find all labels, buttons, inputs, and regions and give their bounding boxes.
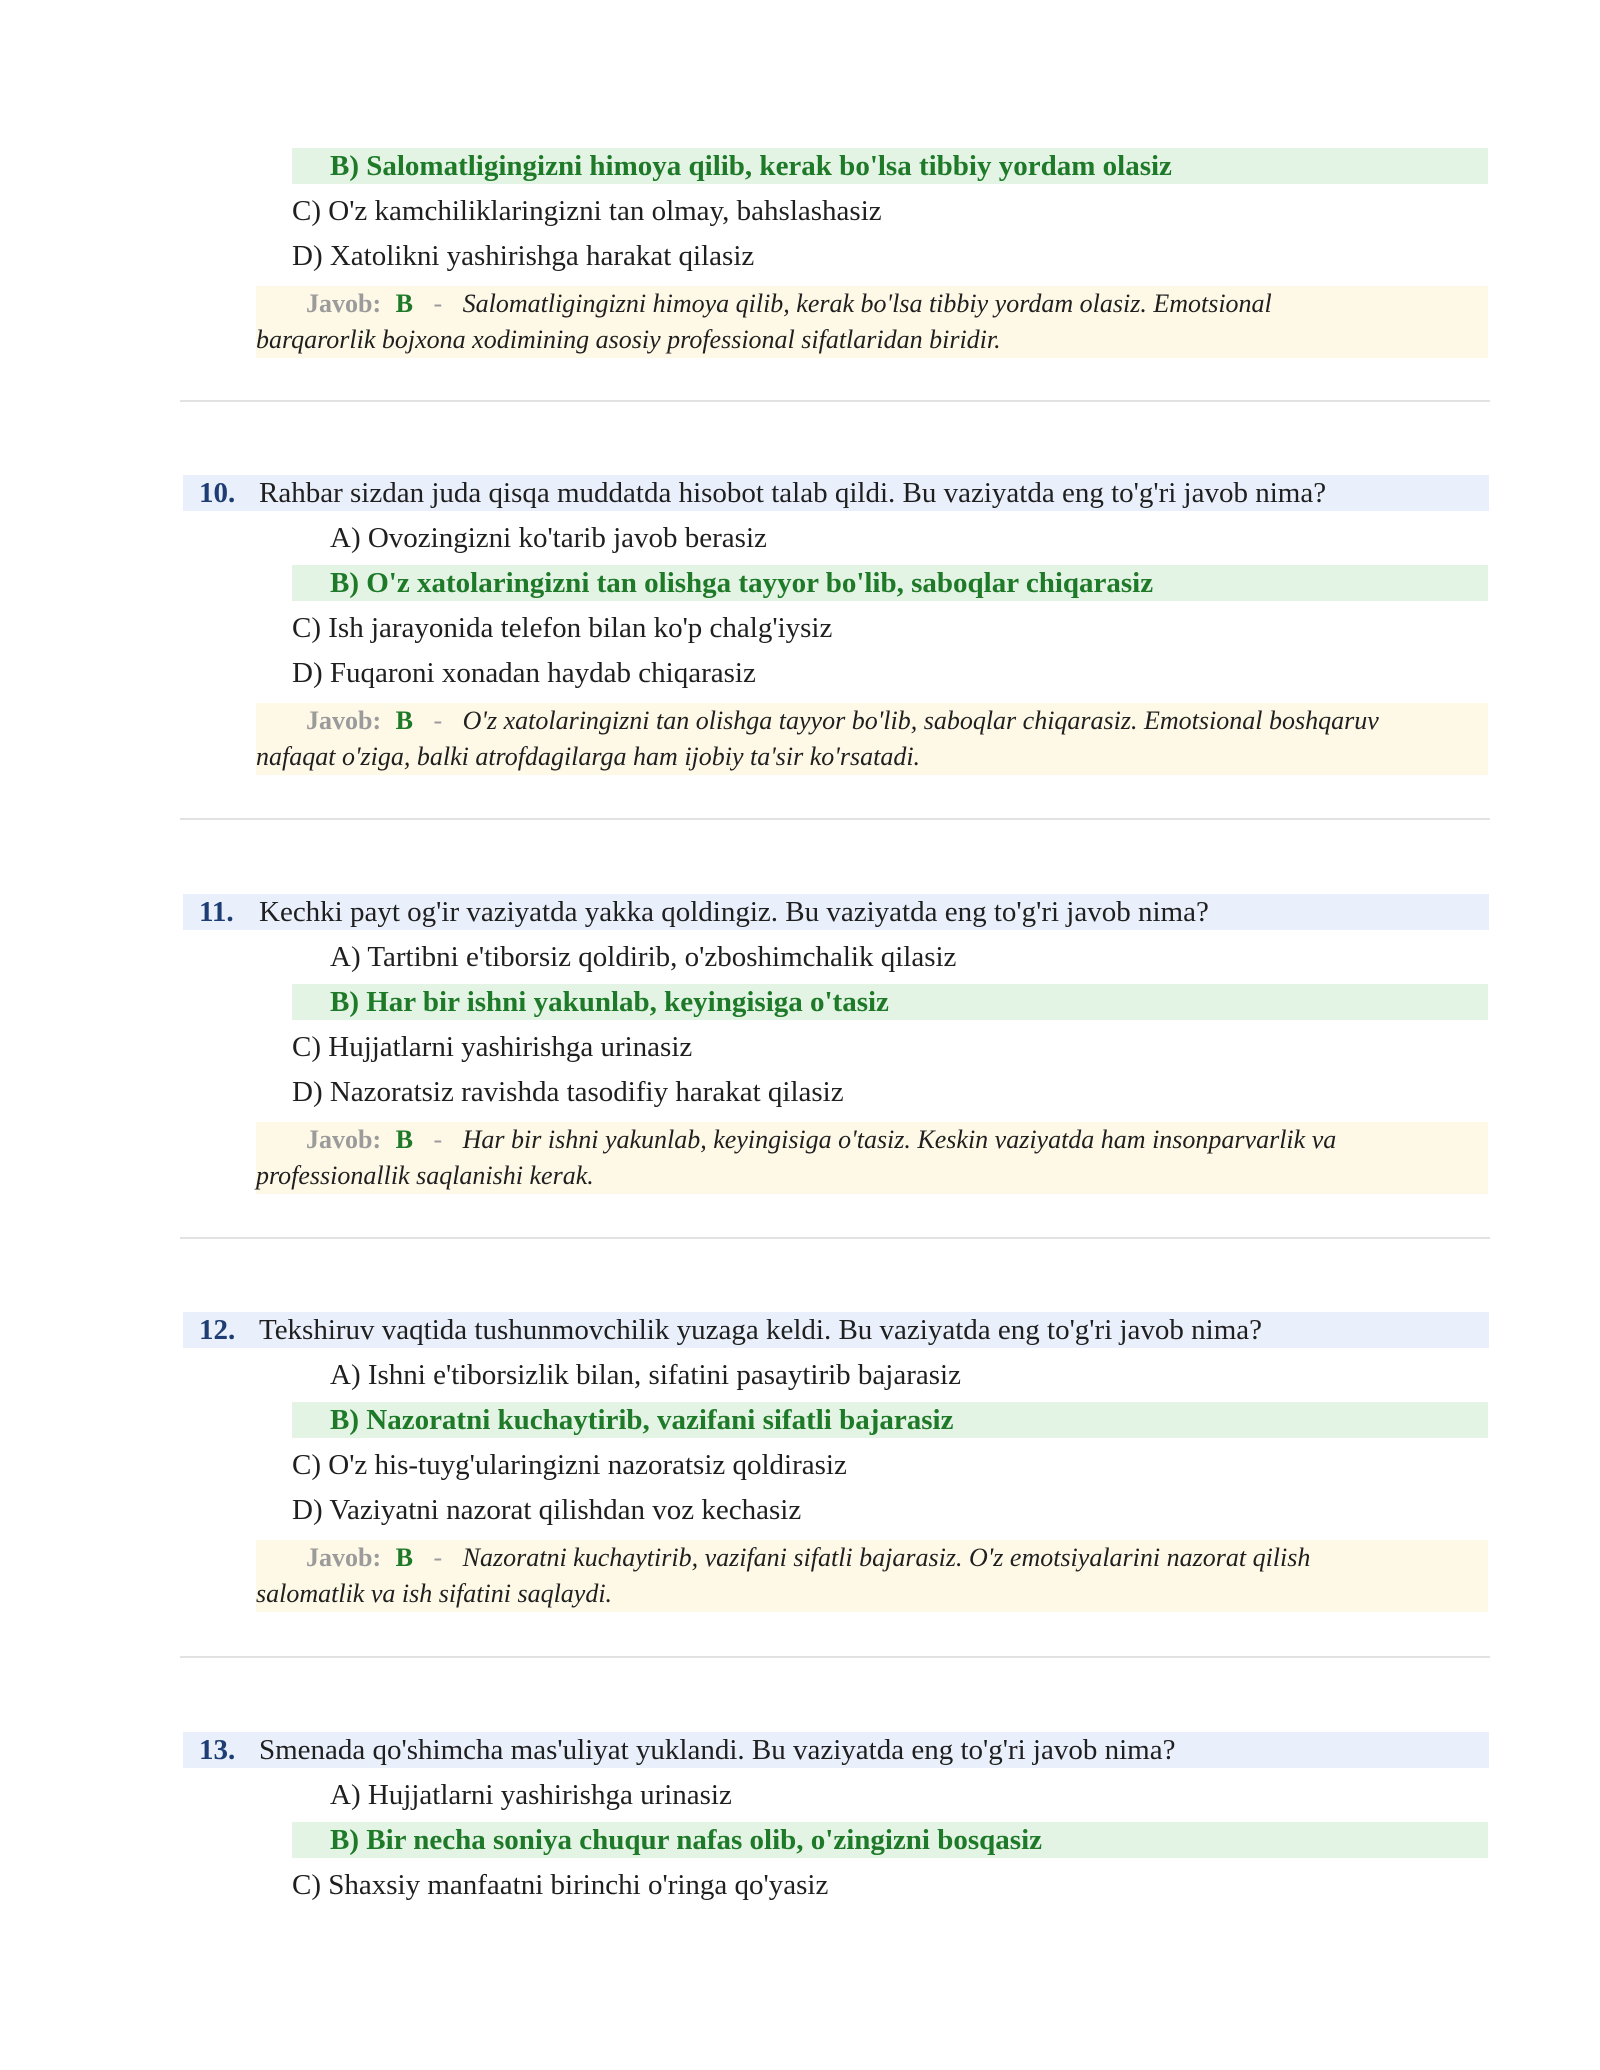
question-number: 11. [199, 896, 234, 928]
option-a: A) Ishni e'tiborsizlik bilan, sifatini pasaytirib bajarasiz [330, 1359, 961, 1391]
answer-text: Salomatligingizni himoya qilib, kerak bo'lsa tibbiy yordam olasiz. Emotsional [462, 289, 1272, 318]
answer-line-1 [256, 703, 1379, 739]
answer-box [256, 286, 1488, 358]
option-c: C) Ish jarayonida telefon bilan ko'p chalg'iysiz [292, 612, 833, 644]
question-number: 12. [199, 1314, 236, 1346]
option-d: D) Vaziyatni nazorat qilishdan voz kechasiz [292, 1494, 802, 1526]
option-b-correct: B) Nazoratni kuchaytirib, vazifani sifatli bajarasiz [292, 1402, 1488, 1438]
answer-separator: - [433, 289, 443, 318]
question-number: 13. [199, 1734, 236, 1766]
answer-line-1 [256, 1540, 1310, 1576]
question-row-12 [183, 1312, 1489, 1348]
answer-label: Javob: [306, 1543, 382, 1572]
option-c: C) O'z kamchiliklaringizni tan olmay, bahslashasiz [292, 195, 882, 227]
answer-line-2: salomatlik va ish sifatini saqlaydi. [256, 1579, 613, 1608]
question-row-13 [183, 1732, 1489, 1768]
answer-letter: B [395, 706, 413, 735]
option-d: D) Nazoratsiz ravishda tasodifiy harakat qilasiz [292, 1076, 844, 1108]
question-text: Smenada qo'shimcha mas'uliyat yuklandi. Bu vaziyatda eng to'g'ri javob nima? [259, 1734, 1176, 1766]
answer-separator: - [433, 1543, 443, 1572]
answer-separator: - [433, 1125, 443, 1154]
option-a: A) Ovozingizni ko'tarib javob berasiz [330, 522, 767, 554]
option-c: C) Shaxsiy manfaatni birinchi o'ringa qo'yasiz [292, 1869, 829, 1901]
answer-letter: B [395, 1543, 413, 1572]
option-c: C) Hujjatlarni yashirishga urinasiz [292, 1031, 693, 1063]
answer-box [256, 1540, 1488, 1612]
option-b-correct: B) O'z xatolaringizni tan olishga tayyor bo'lib, saboqlar chiqarasiz [292, 565, 1488, 601]
divider [180, 400, 1490, 402]
answer-letter: B [395, 1125, 413, 1154]
answer-line-2: professionallik saqlanishi kerak. [256, 1161, 594, 1190]
answer-text: Har bir ishni yakunlab, keyingisiga o'tasiz. Keskin vaziyatda ham insonparvarlik va [462, 1125, 1337, 1154]
answer-box [256, 703, 1488, 775]
answer-label: Javob: [306, 706, 382, 735]
question-row-11 [183, 894, 1489, 930]
divider [180, 1656, 1490, 1658]
option-b-correct: B) Bir necha soniya chuqur nafas olib, o'zingizni bosqasiz [292, 1822, 1488, 1858]
answer-text: Nazoratni kuchaytirib, vazifani sifatli bajarasiz. O'z emotsiyalarini nazorat qilish [462, 1543, 1311, 1572]
question-number: 10. [199, 477, 236, 509]
answer-line-2: nafaqat o'ziga, balki atrofdagilarga ham ijobiy ta'sir ko'rsatadi. [256, 742, 921, 771]
divider [180, 818, 1490, 820]
answer-separator: - [433, 706, 443, 735]
answer-letter: B [395, 289, 413, 318]
answer-box [256, 1122, 1488, 1194]
option-b-correct: B) Har bir ishni yakunlab, keyingisiga o'tasiz [292, 984, 1488, 1020]
answer-text: O'z xatolaringizni tan olishga tayyor bo'lib, saboqlar chiqarasiz. Emotsional boshqaruv [462, 706, 1379, 735]
question-row-10 [183, 475, 1489, 511]
option-c: C) O'z his-tuyg'ularingizni nazoratsiz qoldirasiz [292, 1449, 847, 1481]
option-d: D) Fuqaroni xonadan haydab chiqarasiz [292, 657, 756, 689]
question-text: Kechki payt og'ir vaziyatda yakka qoldingiz. Bu vaziyatda eng to'g'ri javob nima? [259, 896, 1209, 928]
divider [180, 1237, 1490, 1239]
question-text: Tekshiruv vaqtida tushunmovchilik yuzaga keldi. Bu vaziyatda eng to'g'ri javob nima? [259, 1314, 1263, 1346]
answer-label: Javob: [306, 289, 382, 318]
option-d: D) Xatolikni yashirishga harakat qilasiz [292, 240, 755, 272]
answer-line-1 [256, 1122, 1336, 1158]
answer-label: Javob: [306, 1125, 382, 1154]
answer-line-2: barqarorlik bojxona xodimining asosiy professional sifatlaridan biridir. [256, 325, 1001, 354]
option-a: A) Tartibni e'tiborsiz qoldirib, o'zboshimchalik qilasiz [330, 941, 957, 973]
option-a: A) Hujjatlarni yashirishga urinasiz [330, 1779, 732, 1811]
answer-line-1 [256, 286, 1272, 322]
question-text: Rahbar sizdan juda qisqa muddatda hisobot talab qildi. Bu vaziyatda eng to'g'ri javob nima? [259, 477, 1327, 509]
option-b-correct: B) Salomatligingizni himoya qilib, kerak bo'lsa tibbiy yordam olasiz [292, 148, 1488, 184]
